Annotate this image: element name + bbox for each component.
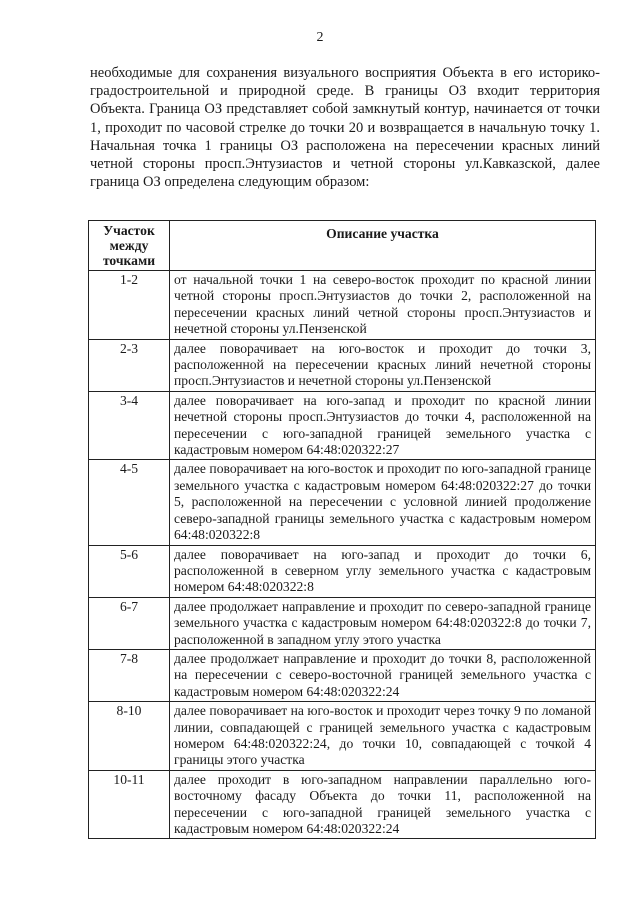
description-cell: далее продолжает направление и проходит по северо-западной границе земельного участка с кадастровым номером 64:48:020322:8 до точки 7, расположенной в западном углу этого участка <box>170 597 596 649</box>
table-header-row <box>89 221 596 271</box>
table-row <box>89 597 596 649</box>
description-cell: от начальной точки 1 на северо-восток проходит по красной линии четной стороны просп.Энтузиастов до точки 2, расположенной на пересечении красных линий четной стороны просп.Энтузиастов и нечетной стороны ул.Пензенской <box>170 271 596 340</box>
table-row <box>89 702 596 771</box>
table-row <box>89 649 596 701</box>
segment-cell: 6-7 <box>89 597 170 649</box>
segment-cell: 3-4 <box>89 391 170 460</box>
segment-cell: 10-11 <box>89 770 170 839</box>
segment-cell: 5-6 <box>89 545 170 597</box>
table-row <box>89 770 596 839</box>
page-number: 2 <box>316 30 324 45</box>
intro-paragraph <box>90 64 600 191</box>
description-cell: далее поворачивает на юго-восток и проходит через точку 9 по ломаной линии, совпадающей с границей земельного участка с кадастровым номером 64:48:020322:24, до точки 10, совпадающей с точкой 4 границы этого участка <box>170 702 596 771</box>
description-cell: далее проходит в юго-западном направлении параллельно юго-восточному фасаду Объекта до точки 11, расположенной на пересечении с юго-западной границей земельного участка с кадастровым номером 64:48:020322:24 <box>170 770 596 839</box>
segment-cell: 4-5 <box>89 460 170 545</box>
segment-cell: 8-10 <box>89 702 170 771</box>
description-cell: далее продолжает направление и проходит до точки 8, расположенной на пересечении с северо-восточной границей земельного участка с кадастровым номером 64:48:020322:24 <box>170 649 596 701</box>
segment-cell: 7-8 <box>89 649 170 701</box>
intro-text: необходимые для сохранения визуального восприятия Объекта в его историко-градостроительной и природной среде. В границы ОЗ входит территория Объекта. Граница ОЗ представляет собой замкнутый контур, начинается от точки 1, проходит по часовой стрелке до точки 20 и возвращается в начальную точку 1. Начальная точка 1 границы ОЗ расположена на пересечении красных линий четной стороны просп.Энтузиастов и четной стороны ул.Кавказской, далее граница ОЗ определена следующим образом: <box>90 65 600 191</box>
table-row <box>89 271 596 340</box>
description-cell: далее поворачивает на юго-запад и проходит до точки 6, расположенной в северном углу земельного участка с кадастровым номером 64:48:020322:8 <box>170 545 596 597</box>
segment-cell: 2-3 <box>89 339 170 391</box>
header-description: Описание участка <box>170 221 596 271</box>
table-row <box>89 391 596 460</box>
table-row <box>89 339 596 391</box>
boundary-table <box>88 220 596 839</box>
segment-cell: 1-2 <box>89 271 170 340</box>
table-row <box>89 545 596 597</box>
table-row <box>89 460 596 545</box>
description-cell: далее поворачивает на юго-восток и проходит до точки 3, расположенной на пересечении красных линий нечетной стороны просп.Энтузиастов и нечетной стороны ул.Пензенской <box>170 339 596 391</box>
header-segment: Участок между точками <box>89 221 170 271</box>
description-cell: далее поворачивает на юго-запад и проходит по красной линии нечетной стороны просп.Энтузиастов до точки 4, расположенной на пересечении с юго-западной границей земельного участка с кадастровым номером 64:48:020322:27 <box>170 391 596 460</box>
description-cell: далее поворачивает на юго-восток и проходит по юго-западной границе земельного участка с кадастровым номером 64:48:020322:27 до точки 5, расположенной на пересечении с условной линией продолжение северо-западной границы земельного участка с кадастровым номером 64:48:020322:8 <box>170 460 596 545</box>
